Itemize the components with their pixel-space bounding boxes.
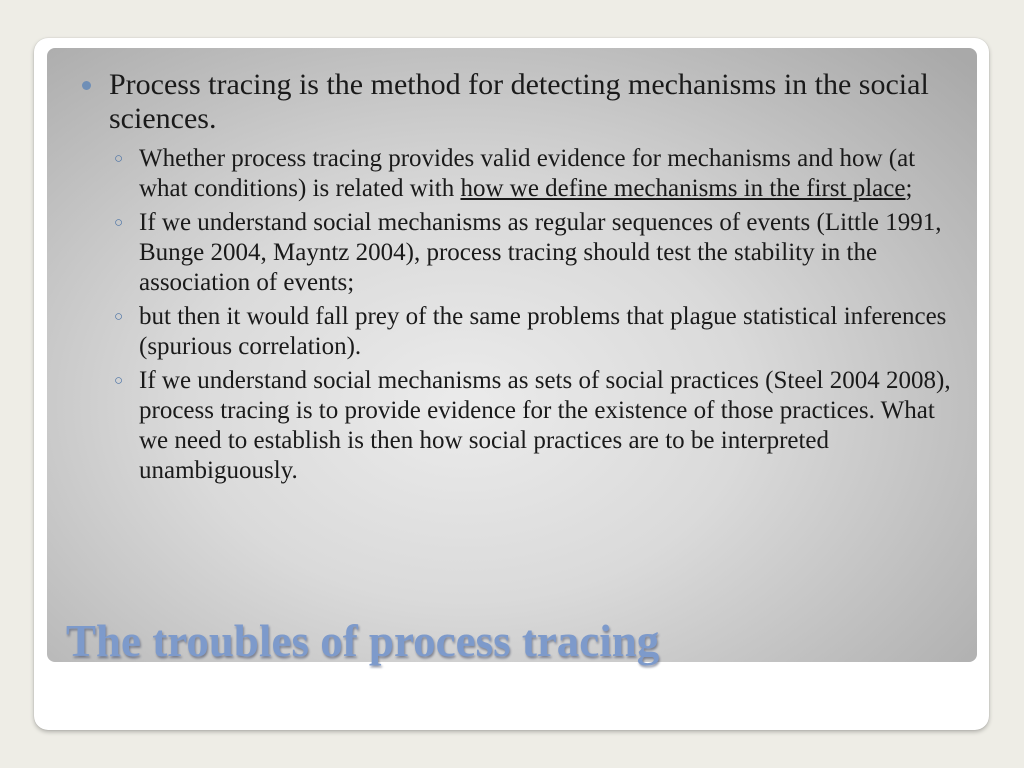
sub-bullet-item — [112, 302, 962, 362]
sub-bullet-circle-icon: ○ — [114, 151, 124, 167]
bullet-text: Process tracing is the method for detecting mechanisms in the social sciences. — [109, 68, 929, 135]
slide-title: The troubles of process tracing — [66, 616, 660, 666]
sub-bullet-text-end: ; — [905, 175, 913, 202]
sub-bullet-text: Whether process tracing provides valid evidence for mechanisms and how (at what conditions) is related with — [139, 145, 916, 202]
sub-bullet-text: but then it would fall prey of the same problems that plague statistical inferences (spurious correlation). — [139, 303, 947, 360]
sub-bullet-text: If we understand social mechanisms as regular sequences of events (Little 1991, Bunge 2004, Mayntz 2004), process tracing should test the stability in the association of events; — [139, 209, 942, 296]
sub-bullet-text: If we understand social mechanisms as sets of social practices (Steel 2004 2008), process tracing is to provide evidence for the existence of those practices. What we need to establish is then how social practices are to be interpreted unambiguously. — [139, 367, 951, 484]
sub-bullet-underlined-text: how we define mechanisms in the first place — [460, 175, 906, 202]
sub-bullet-item — [112, 144, 962, 204]
sub-bullet-circle-icon: ○ — [114, 373, 124, 389]
sub-bullet-circle-icon: ○ — [114, 309, 124, 325]
sub-bullet-circle-icon: ○ — [114, 215, 124, 231]
sub-bullet-item — [112, 366, 962, 486]
bullet-item-main — [82, 68, 962, 136]
bullet-dot-icon — [82, 81, 91, 90]
sub-bullet-item — [112, 208, 962, 298]
bullet-list — [82, 68, 962, 490]
